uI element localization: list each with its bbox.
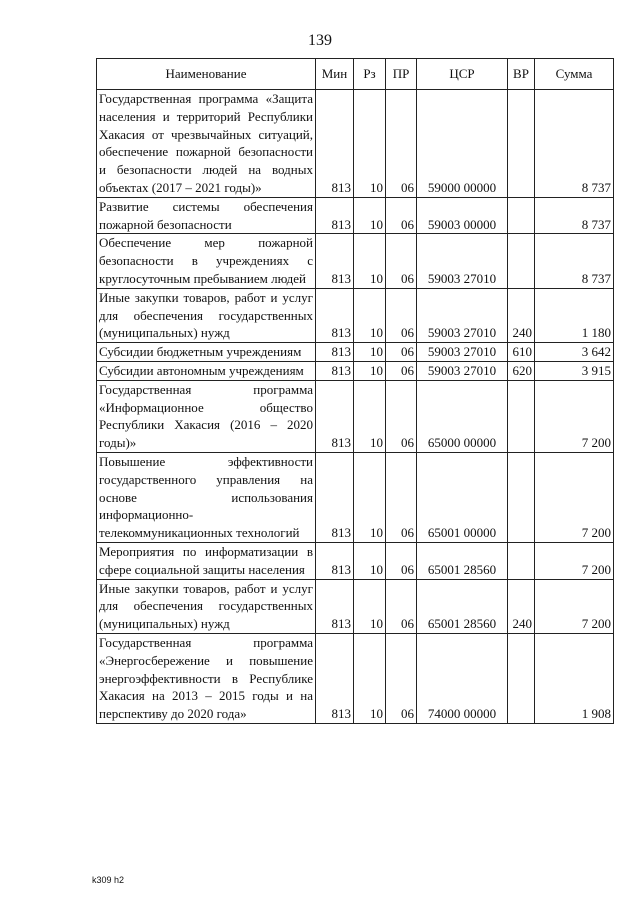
row-csr: 65001 28560 [417, 542, 508, 579]
row-name: Субсидии автономным учреждениям [97, 361, 316, 380]
row-vr [508, 542, 535, 579]
row-name: Повышение эффективности государственного управления на основе использования информационно-телекоммуникационных технологий [97, 452, 316, 542]
row-vr [508, 197, 535, 234]
row-sum: 8 737 [535, 90, 614, 198]
row-pr: 06 [386, 288, 417, 342]
row-vr [508, 90, 535, 198]
row-min: 813 [316, 343, 354, 362]
table-row [97, 542, 614, 579]
table-row [97, 380, 614, 452]
table-row [97, 90, 614, 198]
row-pr: 06 [386, 343, 417, 362]
row-rz: 10 [354, 197, 386, 234]
table-row [97, 361, 614, 380]
row-vr: 610 [508, 343, 535, 362]
row-vr: 620 [508, 361, 535, 380]
row-name: Иные закупки товаров, работ и услуг для обеспечения государственных (муниципальных) нужд [97, 288, 316, 342]
row-vr [508, 234, 535, 288]
row-min: 813 [316, 633, 354, 723]
row-sum: 1 180 [535, 288, 614, 342]
row-min: 813 [316, 380, 354, 452]
row-pr: 06 [386, 234, 417, 288]
page-number: 139 [308, 32, 332, 49]
row-name: Развитие системы обеспечения пожарной безопасности [97, 197, 316, 234]
row-rz: 10 [354, 452, 386, 542]
row-min: 813 [316, 90, 354, 198]
table-row [97, 633, 614, 723]
table-row [97, 197, 614, 234]
row-pr: 06 [386, 380, 417, 452]
row-pr: 06 [386, 542, 417, 579]
header-rz: Рз [354, 59, 386, 90]
row-name: Государственная программа «Энергосбережение и повышение энергоэффективности в Республике Хакасия на 2013 – 2015 годы и на перспективу до 2020 года» [97, 633, 316, 723]
row-min: 813 [316, 579, 354, 633]
row-min: 813 [316, 288, 354, 342]
table-row [97, 452, 614, 542]
table-row [97, 579, 614, 633]
row-rz: 10 [354, 380, 386, 452]
row-pr: 06 [386, 633, 417, 723]
table-row [97, 288, 614, 342]
row-rz: 10 [354, 288, 386, 342]
table-header-row [97, 59, 614, 90]
row-sum: 7 200 [535, 542, 614, 579]
row-name: Иные закупки товаров, работ и услуг для обеспечения государственных (муниципальных) нужд [97, 579, 316, 633]
header-csr: ЦСР [417, 59, 508, 90]
row-csr: 59003 00000 [417, 197, 508, 234]
row-csr: 65001 00000 [417, 452, 508, 542]
row-pr: 06 [386, 361, 417, 380]
row-sum: 7 200 [535, 380, 614, 452]
row-min: 813 [316, 234, 354, 288]
header-sum: Сумма [535, 59, 614, 90]
row-csr: 65000 00000 [417, 380, 508, 452]
row-rz: 10 [354, 633, 386, 723]
row-name: Мероприятия по информатизации в сфере социальной защиты населения [97, 542, 316, 579]
row-min: 813 [316, 197, 354, 234]
header-name: Наименование [97, 59, 316, 90]
row-sum: 8 737 [535, 234, 614, 288]
row-sum: 3 642 [535, 343, 614, 362]
row-vr [508, 452, 535, 542]
budget-table [96, 58, 614, 724]
row-csr: 59003 27010 [417, 343, 508, 362]
header-pr: ПР [386, 59, 417, 90]
row-name: Государственная программа «Информационное общество Республики Хакасия (2016 – 2020 годы)» [97, 380, 316, 452]
row-csr: 59003 27010 [417, 288, 508, 342]
row-sum: 8 737 [535, 197, 614, 234]
row-csr: 59000 00000 [417, 90, 508, 198]
row-min: 813 [316, 361, 354, 380]
row-pr: 06 [386, 452, 417, 542]
row-vr [508, 380, 535, 452]
row-csr: 65001 28560 [417, 579, 508, 633]
row-name: Государственная программа «Защита населения и территорий Республики Хакасия от чрезвычайных ситуаций, обеспечение пожарной безопасности и безопасности людей на водных объектах (2017 – 2021 годы)» [97, 90, 316, 198]
row-rz: 10 [354, 542, 386, 579]
row-name: Обеспечение мер пожарной безопасности в учреждениях с круглосуточным пребыванием людей [97, 234, 316, 288]
header-vr: ВР [508, 59, 535, 90]
row-rz: 10 [354, 90, 386, 198]
row-min: 813 [316, 542, 354, 579]
row-rz: 10 [354, 361, 386, 380]
row-pr: 06 [386, 90, 417, 198]
row-sum: 3 915 [535, 361, 614, 380]
row-csr: 59003 27010 [417, 234, 508, 288]
row-pr: 06 [386, 197, 417, 234]
row-vr [508, 633, 535, 723]
row-rz: 10 [354, 579, 386, 633]
row-pr: 06 [386, 579, 417, 633]
row-sum: 7 200 [535, 452, 614, 542]
table-row [97, 234, 614, 288]
header-min: Мин [316, 59, 354, 90]
footer-code: k309 h2 [92, 875, 125, 885]
row-sum: 7 200 [535, 579, 614, 633]
row-csr: 74000 00000 [417, 633, 508, 723]
row-vr: 240 [508, 288, 535, 342]
row-name: Субсидии бюджетным учреждениям [97, 343, 316, 362]
table-row [97, 343, 614, 362]
row-rz: 10 [354, 343, 386, 362]
row-csr: 59003 27010 [417, 361, 508, 380]
row-min: 813 [316, 452, 354, 542]
row-sum: 1 908 [535, 633, 614, 723]
row-vr: 240 [508, 579, 535, 633]
row-rz: 10 [354, 234, 386, 288]
